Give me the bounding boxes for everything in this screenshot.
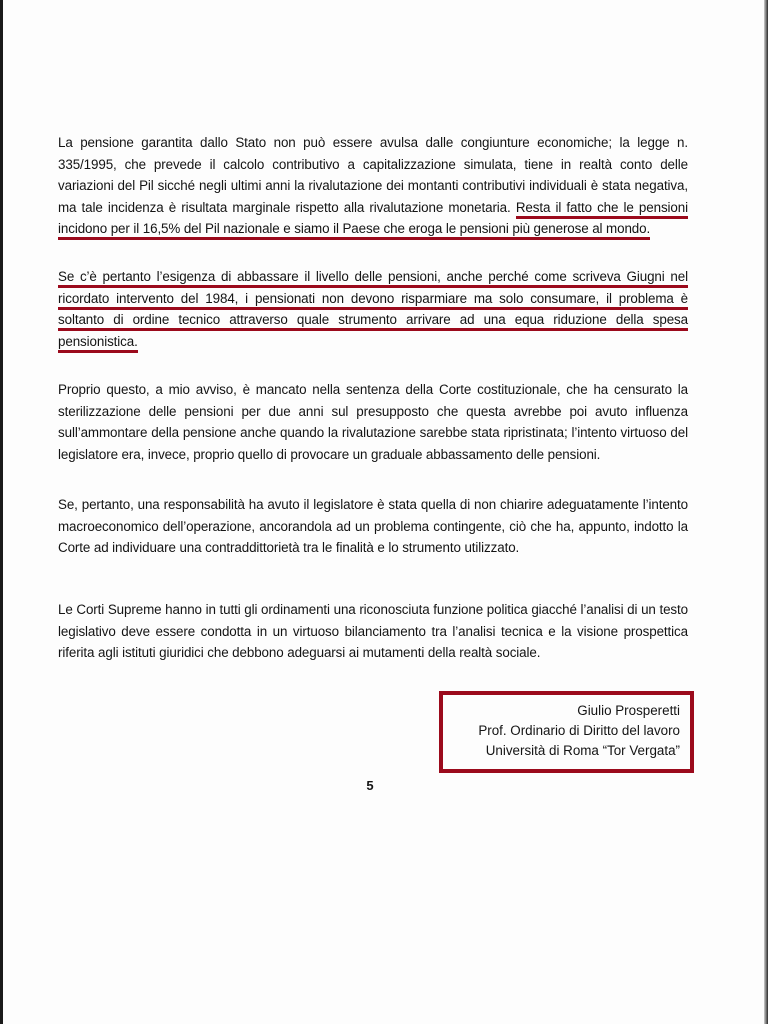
paragraph-2 xyxy=(58,266,688,352)
paragraph-1-text: La pensione garantita dallo Stato non può essere avulsa dalle congiunture economiche; la legge n. 335/1995, che prevede il calcolo contributivo a capitalizzazione simulata, tiene in realtà conto delle variazioni del Pil sicché negli ultimi anni la rivalutazione dei montanti contributivi individuali è stata negativa, ma tale incidenza è risultata marginale rispetto alla rivalutazione monetaria. xyxy=(58,135,688,215)
paragraph-3 xyxy=(58,379,688,465)
paragraph-5 xyxy=(58,599,688,664)
page-number: 5 xyxy=(366,778,374,793)
signature-title: Prof. Ordinario di Diritto del lavoro xyxy=(478,723,680,738)
scan-edge-right xyxy=(764,0,768,1024)
signature-affiliation: Università di Roma “Tor Vergata” xyxy=(485,743,680,758)
paragraph-1 xyxy=(58,132,688,240)
paragraph-1-highlighted-text: Resta il fatto che le pensioni incidono per il 16,5% del Pil nazionale e siamo il Paese che eroga le pensioni più generose al mondo. xyxy=(58,200,688,241)
paragraph-3-text: Proprio questo, a mio avviso, è mancato nella sentenza della Corte costituzionale, che ha censurato la sterilizzazione delle pensioni per due anni sul presupposto che questa avrebbe poi avuto influenza sull’ammontare della pensione anche quando la rivalutazione sarebbe stata ripristinata; l’intento virtuoso del legislatore era, invece, proprio quello di provocare un graduale abbassamento delle pensioni. xyxy=(58,382,688,462)
signature-box xyxy=(439,691,694,773)
signature-name: Giulio Prosperetti xyxy=(577,703,680,718)
paragraph-4 xyxy=(58,494,688,559)
paragraph-2-highlighted-text: Se c’è pertanto l’esigenza di abbassare il livello delle pensioni, anche perché come scriveva Giugni nel ricordato intervento del 1984, i pensionati non devono risparmiare ma solo consumare, il problema è soltanto di ordine tecnico attraverso quale strumento arrivare ad una equa riduzione della spesa pensionistica. xyxy=(58,269,688,353)
scan-edge-left xyxy=(0,0,3,1024)
paragraph-4-text: Se, pertanto, una responsabilità ha avuto il legislatore è stata quella di non chiarire adeguatamente l’intento macroeconomico dell’operazione, ancorandola ad un problema contingente, ciò che ha, appunto, indotto la Corte ad individuare una contraddittorietà tra le finalità e lo strumento utilizzato. xyxy=(58,497,688,555)
paragraph-5-text: Le Corti Supreme hanno in tutti gli ordinamenti una riconosciuta funzione politica giacché l’analisi di un testo legislativo deve essere condotta in un virtuoso bilanciamento tra l’analisi tecnica e la visione prospettica riferita agli istituti giuridici che debbono adeguarsi ai mutamenti della realtà sociale. xyxy=(58,602,688,660)
